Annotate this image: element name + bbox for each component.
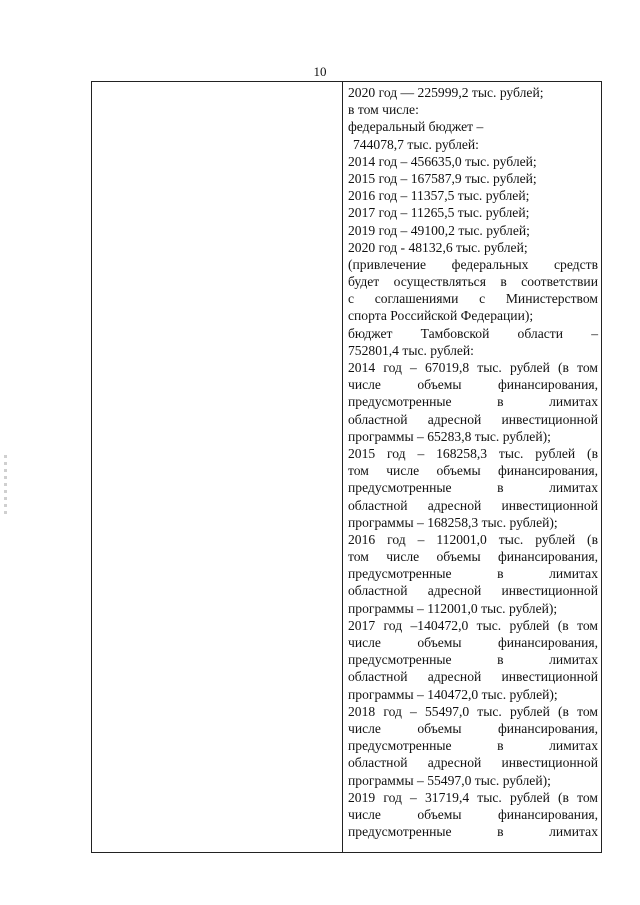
text-line: областной адресной инвестиционной	[348, 669, 598, 685]
text-line: 2015 год – 168258,3 тыс. рублей (в	[348, 445, 598, 461]
text-line: 2017 год –140472,0 тыс. рублей (в том	[348, 617, 598, 633]
text-line: 2018 год – 55497,0 тыс. рублей (в том	[348, 703, 598, 719]
text-line: 2019 год – 49100,2 тыс. рублей;	[348, 222, 530, 238]
text-line: программы – 65283,8 тыс. рублей);	[348, 428, 551, 444]
text-line: предусмотренные в лимитах	[348, 394, 598, 410]
text-line: том числе объемы финансирования,	[348, 549, 598, 565]
text-line: 2019 год – 31719,4 тыс. рублей (в том	[348, 789, 598, 805]
text-line: будет осуществляться в соответствии	[348, 274, 598, 290]
text-line: предусмотренные в лимитах	[348, 480, 598, 496]
text-line: в том числе:	[348, 102, 419, 118]
text-line: 752801,4 тыс. рублей:	[348, 342, 474, 358]
text-line: областной адресной инвестиционной	[348, 411, 598, 427]
text-line: областной адресной инвестиционной	[348, 497, 598, 513]
table-cell-left-empty	[92, 82, 342, 852]
text-line: программы – 55497,0 тыс. рублей);	[348, 772, 551, 788]
text-line: предусмотренные в лимитах	[348, 738, 598, 754]
text-line: числе объемы финансирования,	[348, 806, 598, 822]
text-line: 2014 год – 67019,8 тыс. рублей (в том	[348, 360, 598, 375]
text-line: числе объемы финансирования,	[348, 720, 598, 736]
text-line: программы – 168258,3 тыс. рублей);	[348, 514, 558, 530]
text-line: 2020 год - 48132,6 тыс. рублей;	[348, 239, 528, 255]
text-line: областной адресной инвестиционной	[348, 583, 598, 599]
text-line: федеральный бюджет –	[348, 119, 484, 135]
text-line: (привлечение федеральных средств	[348, 256, 598, 272]
text-line: 744078,7 тыс. рублей:	[353, 136, 479, 152]
text-line: том числе объемы финансирования,	[348, 463, 598, 479]
text-line: 2017 год – 11265,5 тыс. рублей;	[348, 205, 530, 221]
text-line: спорта Российской Федерации);	[348, 308, 534, 324]
text-line: областной адресной инвестиционной	[348, 755, 598, 771]
text-line: предусмотренные в лимитах	[348, 566, 598, 582]
text-line: бюджет Тамбовской области –	[348, 325, 598, 341]
text-line: 2016 год – 112001,0 тыс. рублей (в	[348, 531, 598, 547]
page-number: 10	[313, 64, 327, 79]
text-line: с соглашениями с Министерством	[348, 291, 598, 307]
margin-scan-mark	[4, 455, 7, 515]
column-divider	[342, 82, 343, 852]
text-line: предусмотренные в лимитах	[348, 652, 598, 668]
text-line: 2015 год – 167587,9 тыс. рублей;	[348, 170, 537, 186]
text-line: 2016 год – 11357,5 тыс. рублей;	[348, 188, 530, 204]
text-line: 2014 год – 456635,0 тыс. рублей;	[348, 153, 537, 169]
text-line: программы – 140472,0 тыс. рублей);	[348, 686, 558, 702]
table-cell-funding-text	[348, 84, 598, 840]
text-line: 2020 год — 225999,2 тыс. рублей;	[348, 85, 544, 100]
document-table	[91, 81, 602, 853]
text-line: числе объемы финансирования,	[348, 377, 598, 393]
text-line: программы – 112001,0 тыс. рублей);	[348, 600, 558, 616]
text-line: числе объемы финансирования,	[348, 635, 598, 650]
text-line: предусмотренные в лимитах	[348, 824, 598, 840]
